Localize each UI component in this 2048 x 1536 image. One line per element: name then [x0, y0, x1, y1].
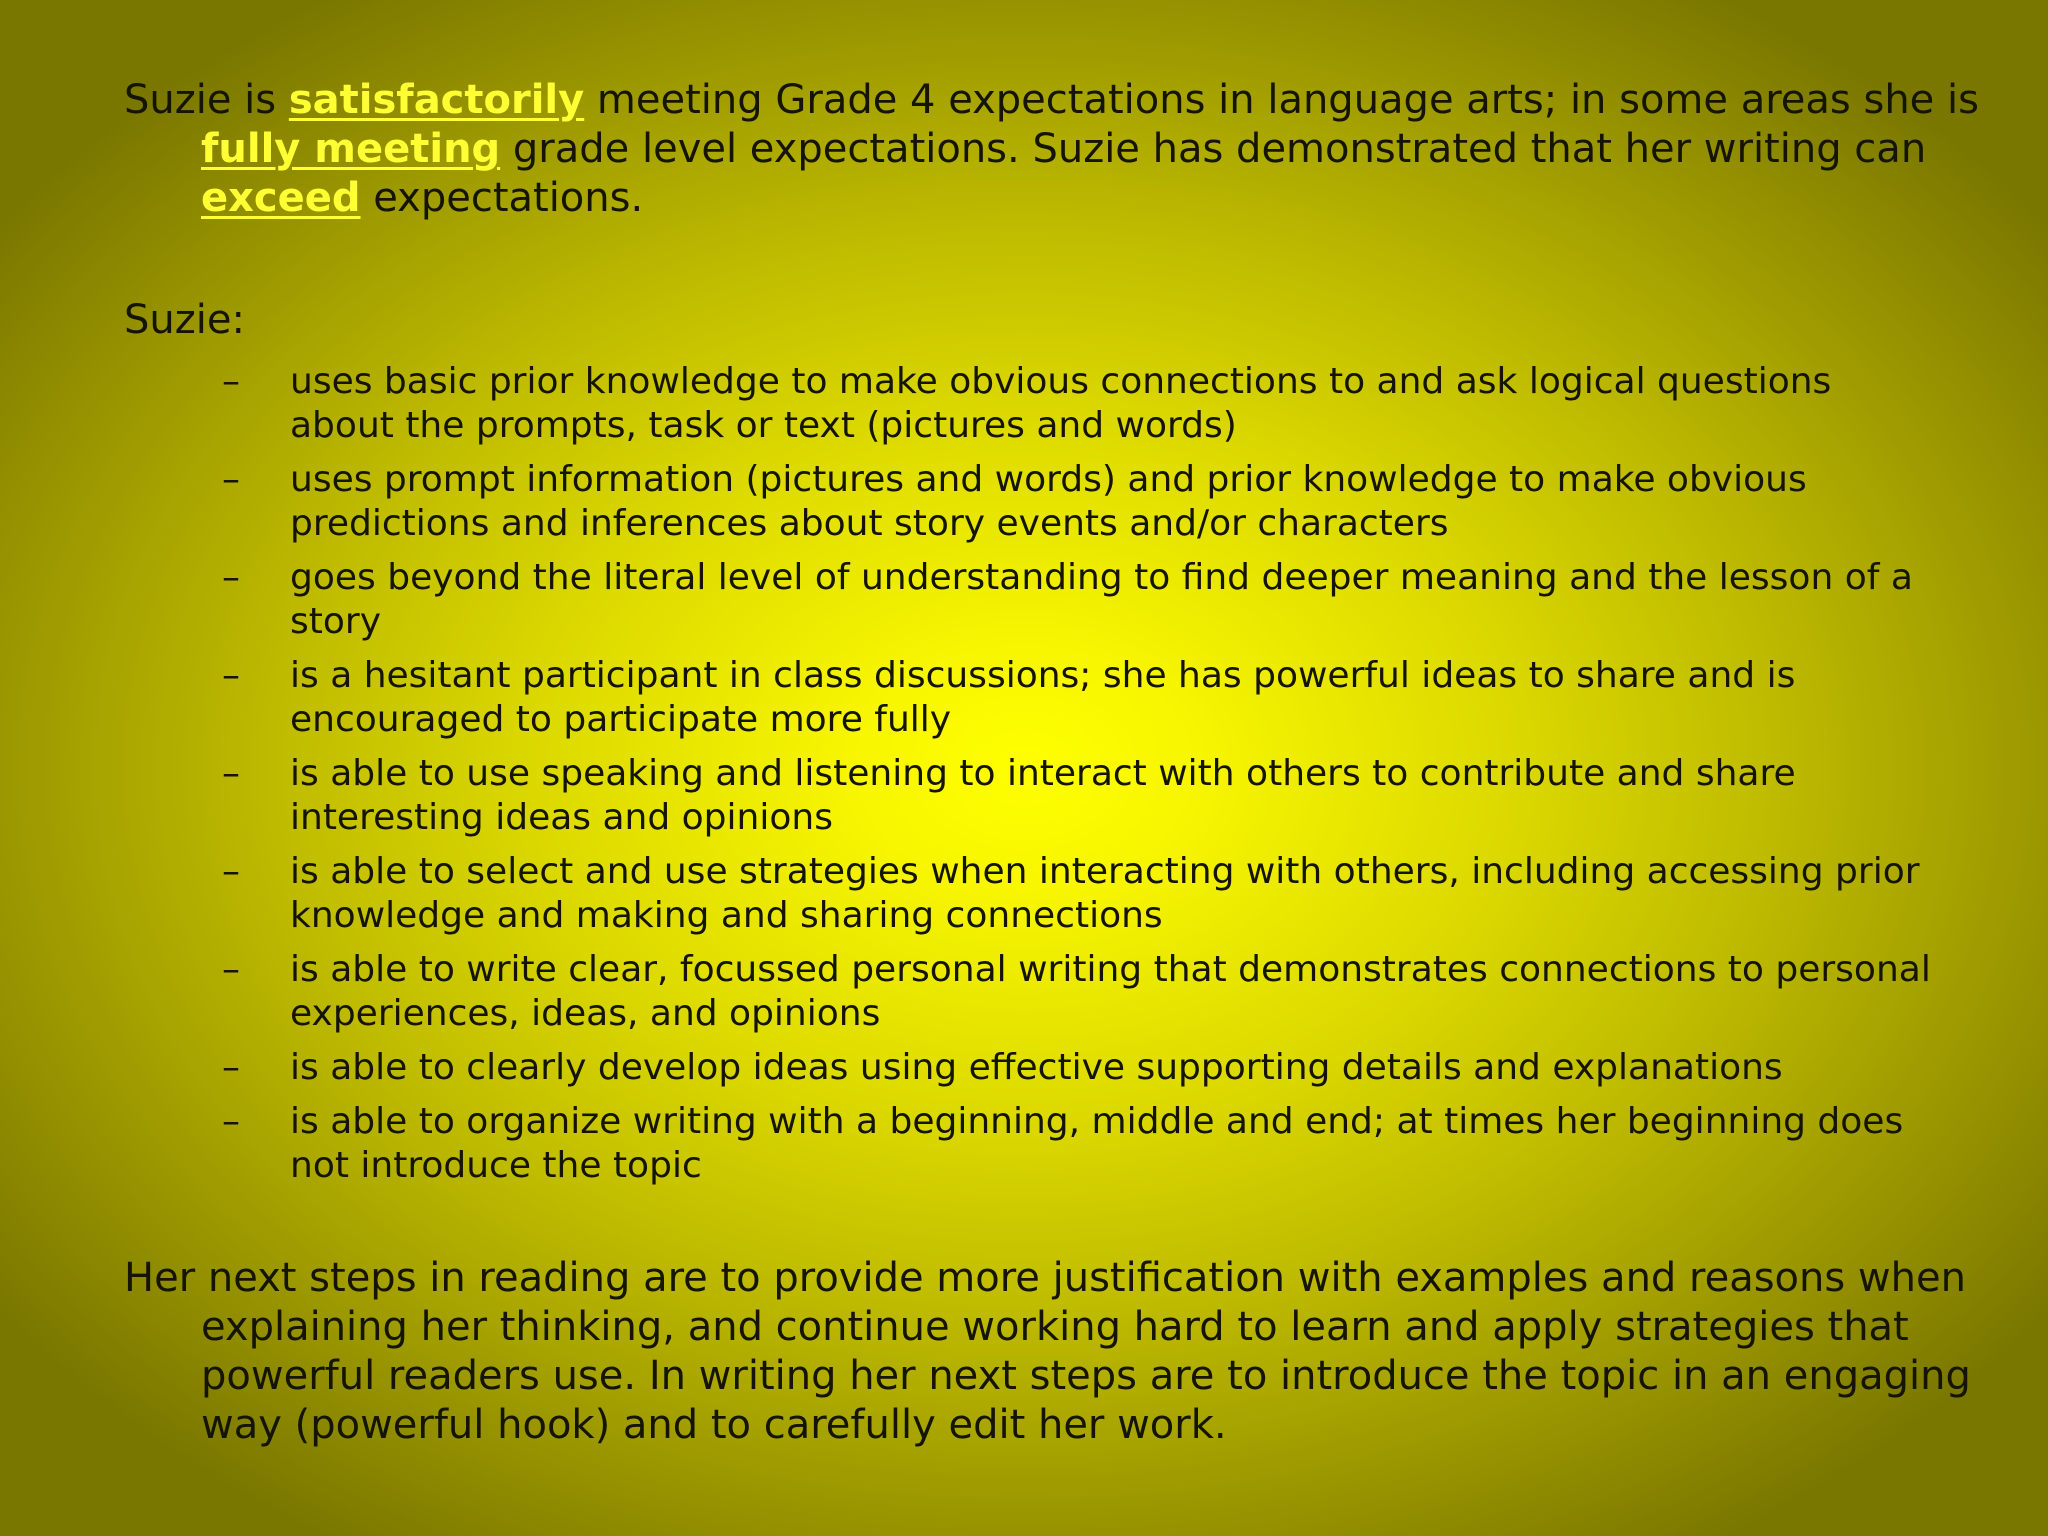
list-item-text: is a hesitant participant in class discussions; she has powerful ideas to share and is encouraged to participate more fully	[290, 655, 1796, 740]
list-item-text: is able to use speaking and listening to interact with others to contribute and share interesting ideas and opinions	[290, 753, 1796, 838]
dash-bullet-icon: –	[222, 557, 240, 598]
intro-text-3: grade level expectations. Suzie has demonstrated that her writing can	[500, 126, 1927, 172]
dash-bullet-icon: –	[222, 459, 240, 500]
list-item-text: uses basic prior knowledge to make obvious connections to and ask logical questions about the prompts, task or text (pictures and words)	[290, 361, 1832, 446]
list-item	[222, 654, 1942, 742]
intro-paragraph	[124, 76, 2021, 223]
intro-text-2: meeting Grade 4 expectations in language arts; in some areas she is	[584, 77, 1979, 123]
list-item-text: is able to write clear, focussed personal writing that demonstrates connections to personal experiences, ideas, and opinions	[290, 949, 1931, 1034]
list-item-text: is able to clearly develop ideas using effective supporting details and explanations	[290, 1047, 1783, 1088]
dash-bullet-icon: –	[222, 851, 240, 892]
list-item	[222, 458, 1942, 546]
list-item-text: goes beyond the literal level of understanding to find deeper meaning and the lesson of a story	[290, 557, 1913, 642]
list-item	[222, 360, 1942, 448]
list-item	[222, 850, 1942, 938]
list-item	[222, 1046, 1942, 1090]
list-item-text: is able to select and use strategies when interacting with others, including accessing prior knowledge and making and sharing connections	[290, 851, 1920, 936]
dash-bullet-icon: –	[222, 1101, 240, 1142]
highlight-satisfactorily: satisfactorily	[288, 77, 585, 123]
list-heading: Suzie:	[124, 297, 245, 343]
dash-bullet-icon: –	[222, 361, 240, 402]
list-item	[222, 948, 1942, 1036]
list-item	[222, 1100, 1942, 1188]
dash-bullet-icon: –	[222, 949, 240, 990]
highlight-fully-meeting: fully meeting	[201, 126, 501, 172]
list-item	[222, 556, 1942, 644]
intro-text-4: expectations.	[360, 175, 644, 221]
list-item-text: is able to organize writing with a beginning, middle and end; at times her beginning does not introduce the topic	[290, 1101, 1904, 1186]
list-item-text: uses prompt information (pictures and words) and prior knowledge to make obvious predictions and inferences about story events and/or characters	[290, 459, 1807, 544]
skills-list	[222, 360, 1942, 1198]
dash-bullet-icon: –	[222, 1047, 240, 1088]
list-item	[222, 752, 1942, 840]
dash-bullet-icon: –	[222, 753, 240, 794]
intro-text-1: Suzie is	[124, 77, 289, 123]
next-steps-paragraph: Her next steps in reading are to provide more justification with examples and reasons when explaining her thinking, and continue working hard to learn and apply strategies that powerful readers use. In writing her next steps are to introduce the topic in an engaging way (powerful hook) and to carefully edit her work.	[124, 1255, 1971, 1448]
highlight-exceed: exceed	[201, 175, 361, 221]
dash-bullet-icon: –	[222, 655, 240, 696]
